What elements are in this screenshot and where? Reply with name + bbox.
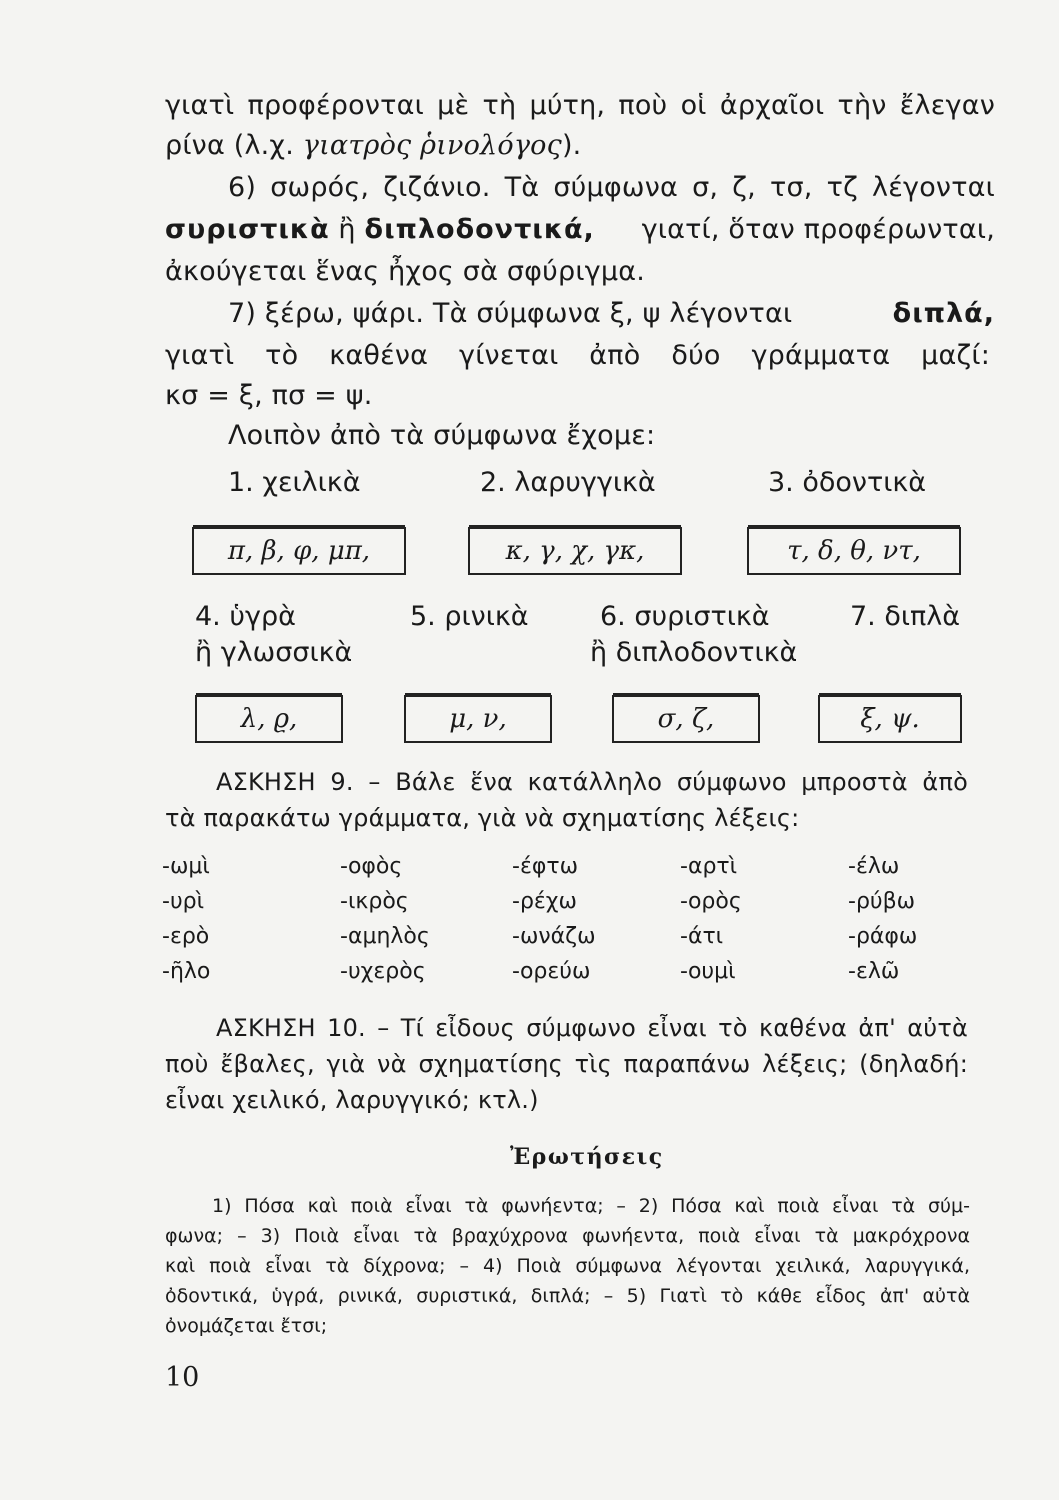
text-line: γιατὶ τὸ καθένα γίνεται ἀπὸ δύο γράμματα μαζί: <box>165 340 990 371</box>
text-line: γιατὶ προφέρονται μὲ τὴ μύτη, ποὺ οἱ ἀρχαῖοι τὴν ἔλεγαν <box>165 90 995 121</box>
letters: ξ, ψ. <box>860 704 920 734</box>
word-fragment: -οφὸς <box>340 854 403 879</box>
text-segment: 7) ξέρω, ψάρι. Τὰ σύμφωνα ξ, ψ λέγονται <box>228 298 793 329</box>
example-words: γιατρὸς ῥινολόγος <box>302 130 562 161</box>
letters: λ, ϱ, <box>240 704 298 734</box>
group-label-double: 7. διπλὰ <box>850 601 961 632</box>
text-line: Λοιπὸν ἀπὸ τὰ σύμφωνα ἔχομε: <box>228 420 656 451</box>
text-line: κσ = ξ, πσ = ψ. <box>165 380 373 411</box>
exercise-10-line: ΑΣΚΗΣΗ 10. – Τί εἶδους σύμφωνο εἶναι τὸ καθένα ἀπ' αὐτὰ <box>216 1014 968 1042</box>
word-fragment: -ορὸς <box>680 889 742 914</box>
text-segment: ). <box>561 130 582 161</box>
word-fragment: -ωνάζω <box>512 924 596 949</box>
group-label-sibilant-alt: ἢ διπλοδοντικὰ <box>590 637 798 668</box>
word-fragment: -υρὶ <box>162 889 205 914</box>
text-line: 6) σωρός, ζιζάνιο. Τὰ σύμφωνα σ, ζ, τσ, τζ λέγονται <box>228 172 995 203</box>
term-bold: συριστικὰ <box>165 214 330 245</box>
word-fragment: -έλω <box>848 854 900 879</box>
group-label-dental: 3. ὀδοντικὰ <box>768 467 927 498</box>
letters: κ, γ, χ, γκ, <box>505 536 645 566</box>
question-line: φωνα; – 3) Ποιὰ εἶναι τὰ βραχύχρονα φωνήεντα, ποιὰ εἶναι τὰ μακρόχρονα <box>165 1225 970 1247</box>
group-label-laryngeal: 2. λαρυγγικὰ <box>480 467 656 498</box>
letters: σ, ζ, <box>657 704 715 734</box>
letters-box-double <box>818 695 962 743</box>
question-line: 1) Πόσα καὶ ποιὰ εἶναι τὰ φωνήεντα; – 2) Πόσα καὶ ποιὰ εἶναι τὰ σύμ- <box>212 1195 970 1217</box>
word-fragment: -έφτω <box>512 854 579 879</box>
word-fragment: -ουμὶ <box>680 959 736 984</box>
word-fragment: -ωμὶ <box>162 854 210 879</box>
word-fragment: -ῆλο <box>162 959 211 984</box>
page-number: 10 <box>165 1362 200 1393</box>
term-bold: διπλά, <box>892 298 995 329</box>
text-segment: γιατί, ὅταν προφέρωνται, <box>641 214 995 245</box>
word-fragment: -ρέχω <box>512 889 577 914</box>
exercise-10-line: ποὺ ἔβαλες, γιὰ νὰ σχηματίσης τὶς παραπάνω λέξεις; (δηλαδή: <box>165 1050 968 1078</box>
word-fragment: -ερὸ <box>162 924 210 949</box>
question-line: ὀνομάζεται ἔτσι; <box>165 1315 328 1337</box>
exercise-9-line: ΑΣΚΗΣΗ 9. – Βάλε ἕνα κατάλληλο σύμφωνο μπροστὰ ἀπὸ <box>216 768 968 796</box>
exercise-10-line: εἶναι χειλικό, λαρυγγικό; κτλ.) <box>165 1086 539 1114</box>
group-label-liquid-alt: ἢ γλωσσικὰ <box>195 637 353 668</box>
question-line: ὀδοντικά, ὑγρά, ρινικά, συριστικά, διπλά; – 5) Γιατὶ τὸ κάθε εἶδος ἀπ' αὐτὰ <box>165 1285 970 1307</box>
group-label-labial: 1. χειλικὰ <box>228 467 361 498</box>
letters-box-nasal <box>404 695 552 743</box>
word-fragment: -υχερὸς <box>340 959 426 984</box>
letters: π, β, φ, μπ, <box>227 536 371 566</box>
word-fragment: -ελῶ <box>848 959 900 984</box>
group-label-liquid: 4. ὑγρὰ <box>195 601 296 632</box>
letters: μ, ν, <box>449 704 507 734</box>
group-label-sibilant: 6. συριστικὰ <box>600 601 770 632</box>
term-bold: διπλοδοντικά, <box>364 214 595 245</box>
word-fragment: -αμηλὸς <box>340 924 430 949</box>
text-line: ἀκούγεται ἕνας ἦχος σὰ σφύριγμα. <box>165 256 646 287</box>
letters-box-sibilant <box>612 695 760 743</box>
letters-box-laryngeal <box>468 527 682 575</box>
text-line <box>228 296 995 332</box>
text-segment: ρίνα (λ.χ. <box>165 130 303 161</box>
text-line <box>165 128 581 164</box>
word-fragment: -ρύβω <box>848 889 916 914</box>
letters-box-dental <box>747 527 961 575</box>
word-fragment: -ράφω <box>848 924 918 949</box>
text-line <box>165 212 995 248</box>
exercise-9-line: τὰ παρακάτω γράμματα, γιὰ νὰ σχηματίσης λέξεις: <box>165 804 800 832</box>
text-segment: ἢ <box>329 214 365 245</box>
letters-box-labial <box>192 527 406 575</box>
word-fragment: -αρτὶ <box>680 854 738 879</box>
letters-box-liquid <box>195 695 343 743</box>
question-line: καὶ ποιὰ εἶναι τὰ δίχρονα; – 4) Ποιὰ σύμφωνα λέγονται χειλικά, λαρυγγικά, <box>165 1255 970 1277</box>
word-fragment: -άτι <box>680 924 724 949</box>
questions-heading: Ἐρωτήσεις <box>510 1144 664 1170</box>
word-fragment: -ορεύω <box>512 959 591 984</box>
letters: τ, δ, θ, ντ, <box>787 536 921 566</box>
group-label-nasal: 5. ρινικὰ <box>410 601 529 632</box>
word-fragment: -ικρὸς <box>340 889 409 914</box>
